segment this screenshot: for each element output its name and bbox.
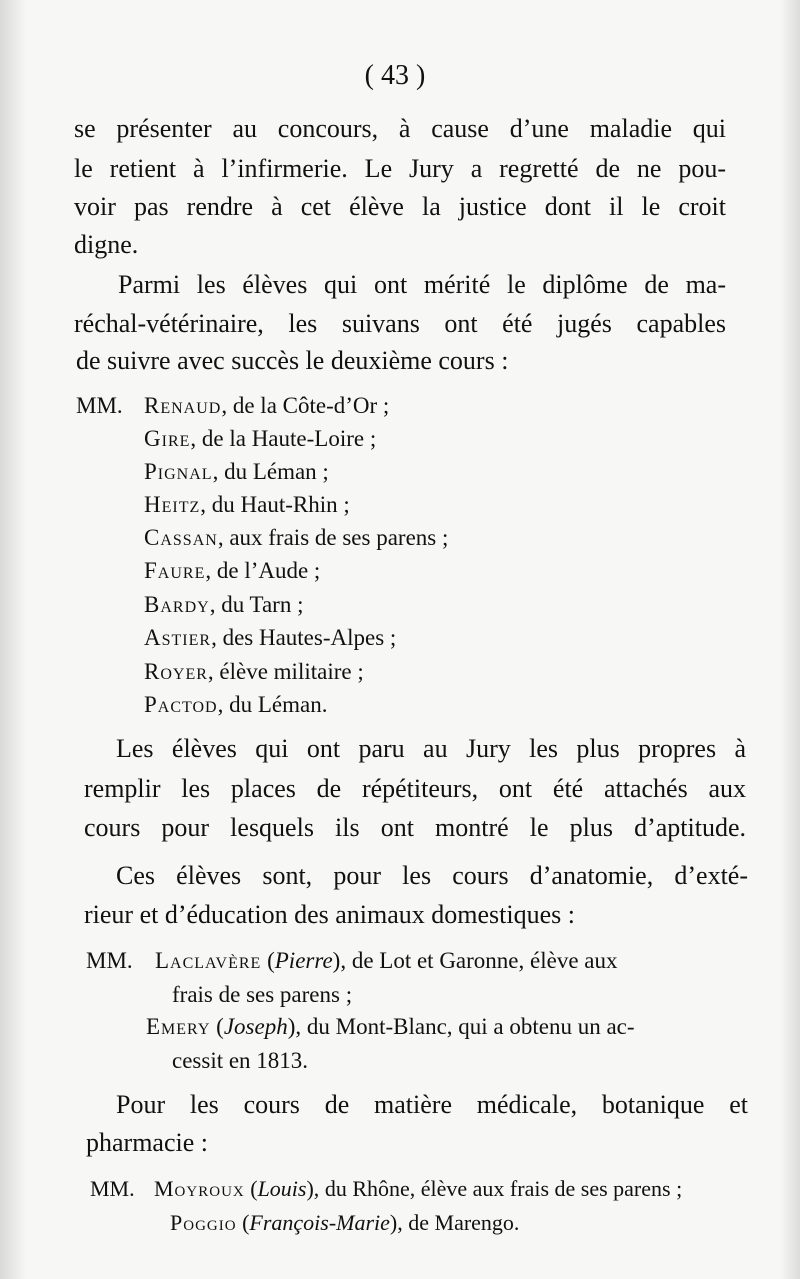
student-detail: , de la Haute-Loire ;	[190, 426, 377, 451]
student-name: Bardy	[144, 592, 210, 617]
student-name: Emery	[146, 1014, 211, 1039]
list-1-prefix: MM.	[76, 393, 123, 418]
list-item	[144, 556, 320, 586]
student-detail: , du Léman ;	[212, 459, 329, 484]
paren-open: (	[261, 948, 275, 973]
paren-open: (	[236, 1210, 250, 1235]
student-detail: , de l’Aude ;	[205, 558, 321, 583]
list-item	[144, 690, 327, 720]
given-name: Joseph	[223, 1014, 288, 1039]
list-item	[144, 424, 376, 454]
given-name: Louis	[257, 1176, 307, 1201]
student-name: Pactod	[144, 692, 218, 717]
student-detail: de Marengo.	[402, 1210, 520, 1235]
paren-close: ),	[332, 948, 347, 973]
list-item	[144, 623, 396, 653]
student-name: Faure	[144, 558, 206, 583]
student-name: Laclavère	[155, 948, 262, 973]
list-item	[144, 590, 303, 620]
student-name: Astier	[144, 625, 212, 650]
list-item-continuation: frais de ses parens ;	[172, 982, 353, 1007]
paragraph-2-line-1: Parmi les élèves qui ont mérité le diplôme de ma-	[118, 270, 726, 299]
list-item	[144, 523, 448, 553]
list-item	[144, 657, 364, 687]
given-name: François-Marie	[249, 1210, 390, 1235]
list-item	[154, 1174, 682, 1204]
student-detail: , du Tarn ;	[209, 592, 304, 617]
paragraph-5-line-2: pharmacie :	[86, 1128, 208, 1157]
page-number: ( 43 )	[364, 60, 426, 91]
list-item	[144, 391, 389, 421]
paragraph-4-line-1: Ces élèves sont, pour les cours d’anatomie, d’exté-	[116, 861, 748, 890]
paragraph-2-line-3: de suivre avec succès le deuxième cours :	[76, 346, 509, 375]
paragraph-2-line-2: réchal-vétérinaire, les suivans ont été jugés capables	[74, 309, 726, 338]
student-detail: , élève militaire ;	[207, 659, 364, 684]
student-name: Gire	[144, 426, 191, 451]
student-detail: , du Léman.	[217, 692, 328, 717]
student-name: Pignal	[144, 459, 213, 484]
student-detail: , aux frais de ses parens ;	[217, 525, 449, 550]
student-name: Poggio	[170, 1210, 237, 1235]
paragraph-5-line-1: Pour les cours de matière médicale, botanique et	[116, 1090, 748, 1119]
student-name: Heitz	[144, 492, 201, 517]
student-detail: du Mont-Blanc, qui a obtenu un ac-	[301, 1014, 635, 1039]
paragraph-1-line-1: se présenter au concours, à cause d’une maladie qui	[74, 114, 726, 143]
student-name: Cassan	[144, 525, 218, 550]
student-name: Royer	[144, 659, 208, 684]
paragraph-3-line-2: remplir les places de répétiteurs, ont été attachés aux	[84, 774, 746, 803]
student-detail: du Rhône, élève aux frais de ses parens ;	[319, 1176, 683, 1201]
paren-close: ),	[306, 1176, 320, 1201]
student-name: Moyroux	[154, 1176, 245, 1201]
list-item	[155, 946, 618, 976]
paren-open: (	[244, 1176, 258, 1201]
paren-close: ),	[287, 1014, 302, 1039]
paragraph-3-line-3: cours pour lesquels ils ont montré le plus d’aptitude.	[84, 813, 746, 842]
student-detail: , de la Côte-d’Or ;	[221, 393, 390, 418]
paragraph-1-line-4: digne.	[74, 230, 139, 259]
list-item	[144, 457, 329, 487]
student-detail: , des Hautes-Alpes ;	[211, 625, 397, 650]
student-detail: , du Haut-Rhin ;	[200, 492, 350, 517]
paren-open: (	[210, 1014, 224, 1039]
list-2-prefix: MM.	[86, 948, 133, 973]
given-name: Pierre	[274, 948, 333, 973]
paragraph-1-line-3: voir pas rendre à cet élève la justice dont il le croit	[74, 192, 726, 221]
paragraph-3-line-1: Les élèves qui ont paru au Jury les plus propres à	[116, 734, 746, 763]
student-detail: de Lot et Garonne, élève aux	[346, 948, 618, 973]
paragraph-4-line-2: rieur et d’éducation des animaux domestiques :	[84, 900, 575, 929]
paragraph-1-line-2: le retient à l’infirmerie. Le Jury a regretté de ne pou-	[74, 154, 726, 183]
paren-close: ),	[389, 1210, 403, 1235]
list-item	[144, 490, 350, 520]
list-item	[170, 1208, 519, 1238]
list-item	[146, 1012, 635, 1042]
list-3-prefix: MM.	[90, 1176, 135, 1201]
list-item-continuation: cessit en 1813.	[172, 1048, 309, 1073]
student-name: Renaud	[144, 393, 222, 418]
